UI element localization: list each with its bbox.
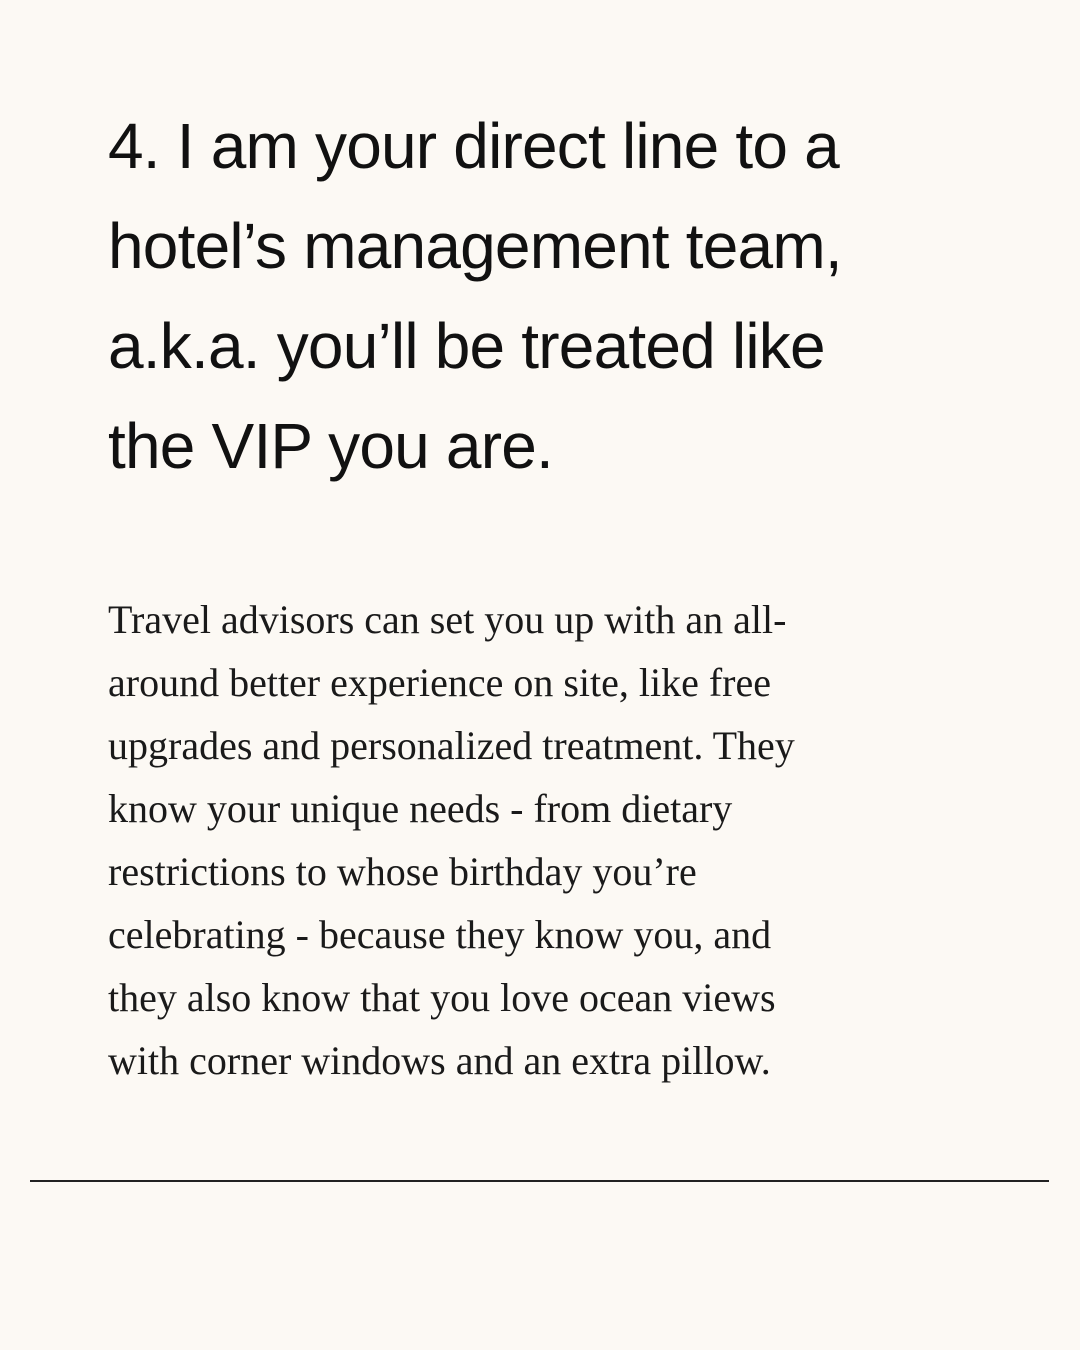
- body-line: Travel advisors can set you up with an all-: [108, 597, 787, 642]
- section-heading: [108, 96, 1008, 496]
- body-line: celebrating - because they know you, and: [108, 912, 772, 957]
- divider-rule: [30, 1180, 1049, 1182]
- body-line: they also know that you love ocean views: [108, 975, 776, 1020]
- heading-line: hotel’s management team,: [108, 210, 842, 282]
- body-line: around better experience on site, like free: [108, 660, 772, 705]
- body-line: with corner windows and an extra pillow.: [108, 1038, 771, 1083]
- heading-line: the VIP you are.: [108, 410, 553, 482]
- body-line: restrictions to whose birthday you’re: [108, 849, 697, 894]
- body-line: know your unique needs - from dietary: [108, 786, 733, 831]
- body-line: upgrades and personalized treatment. They: [108, 723, 795, 768]
- heading-line: 4. I am your direct line to a: [108, 110, 839, 182]
- body-paragraph: [108, 588, 1008, 1092]
- heading-line: a.k.a. you’ll be treated like: [108, 310, 825, 382]
